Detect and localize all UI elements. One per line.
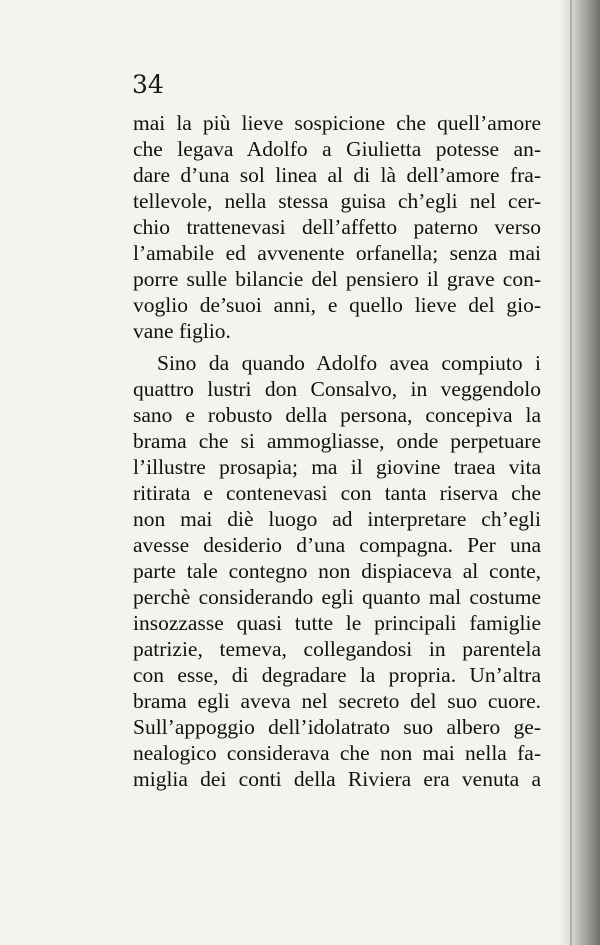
text-line: nealogico considerava che non mai nella fa- (133, 741, 541, 765)
text-line: insozzasse quasi tutte le principali famiglie (133, 611, 541, 635)
text-line: voglio de’suoi anni, e quello lieve del gio- (133, 293, 541, 317)
text-line: perchè considerando egli quanto mal costume (133, 585, 541, 609)
text-line: che legava Adolfo a Giulietta potesse an- (133, 137, 541, 161)
text-line: Sino da quando Adolfo avea compiuto i (157, 351, 541, 375)
text-line: non mai diè luogo ad interpretare ch’egli (133, 507, 541, 531)
text-line: quattro lustri don Consalvo, in veggendolo (133, 377, 541, 401)
text-line: l’amabile ed avvenente orfanella; senza mai (133, 241, 541, 265)
page-edge-line (570, 0, 572, 945)
text-line: porre sulle bilancie del pensiero il grave con- (133, 267, 541, 291)
text-line: patrizie, temeva, collegandosi in parentela (133, 637, 541, 661)
text-line: dare d’una sol linea al di là dell’amore fra- (133, 163, 541, 187)
text-line: vane figlio. (133, 319, 231, 343)
text-line: con esse, di degradare la propria. Un’altra (133, 663, 541, 687)
text-line: parte tale contegno non dispiaceva al conte, (133, 559, 541, 583)
text-line: ritirata e contenevasi con tanta riserva che (133, 481, 541, 505)
paragraph-1 (133, 110, 541, 344)
text-line: l’illustre prosapia; ma il giovine traea vita (133, 455, 541, 479)
page-number: 34 (132, 70, 164, 99)
text-line: miglia dei conti della Riviera era venuta a (133, 767, 541, 791)
text-line: tellevole, nella stessa guisa ch’egli nel cer- (133, 189, 541, 213)
text-line: chio trattenevasi dell’affetto paterno verso (133, 215, 541, 239)
text-line: sano e robusto della persona, concepiva la (133, 403, 541, 427)
body-text (133, 110, 541, 792)
page-edge-shadow (560, 0, 600, 945)
paragraph-2 (133, 350, 541, 792)
text-line: avesse desiderio d’una compagna. Per una (133, 533, 541, 557)
text-line: brama che si ammogliasse, onde perpetuare (133, 429, 541, 453)
text-line: brama egli aveva nel secreto del suo cuore. (133, 689, 541, 713)
text-line: mai la più lieve sospicione che quell’amore (133, 111, 541, 135)
text-line: Sull’appoggio dell’idolatrato suo albero ge- (133, 715, 541, 739)
